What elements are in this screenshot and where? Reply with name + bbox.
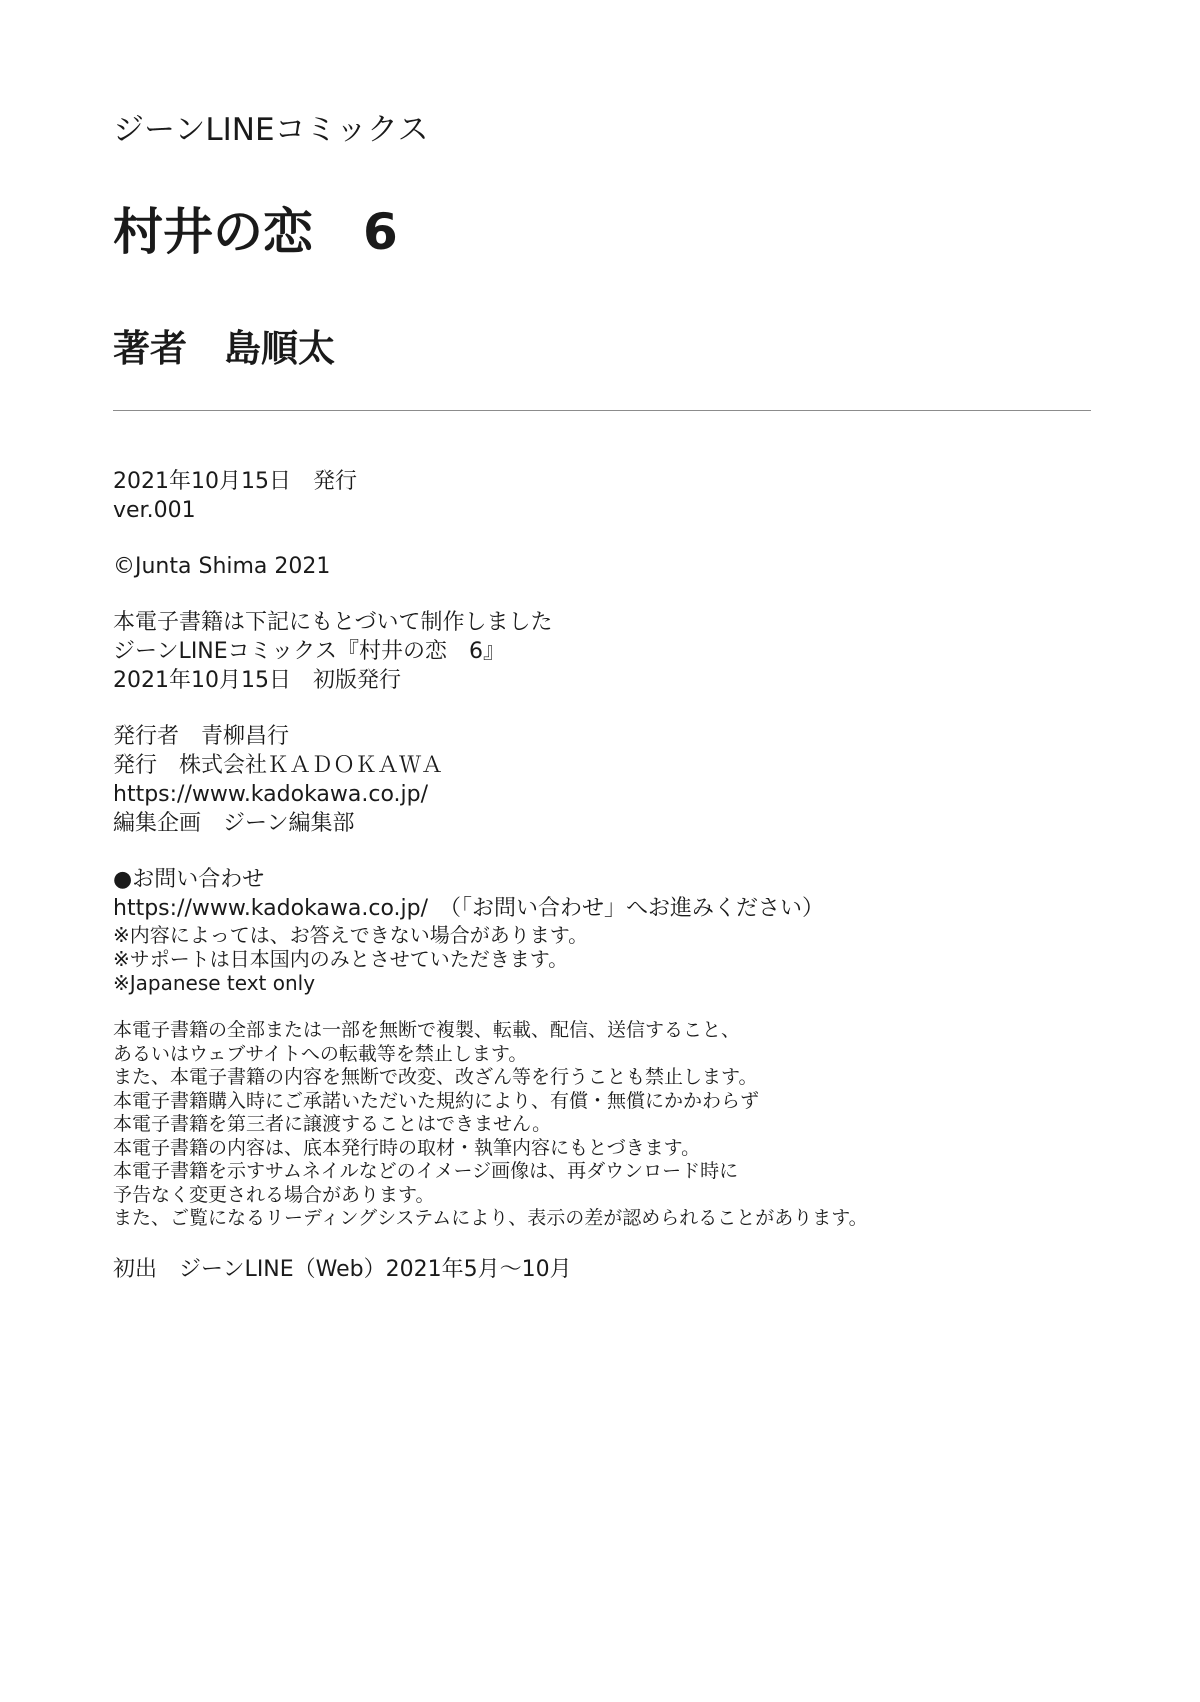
legal-line: 本電子書籍の内容は、底本発行時の取材・執筆内容にもとづきます。 — [113, 1136, 701, 1159]
legal-notice — [113, 1019, 1093, 1231]
editorial-department: 編集企画 ジーン編集部 — [113, 811, 355, 836]
inquiry-notes — [113, 923, 1093, 995]
legal-line: 予告なく変更される場合があります。 — [113, 1183, 435, 1206]
version-label: ver.001 — [113, 498, 196, 523]
legal-line: また、ご覧になるリーディングシステムにより、表示の差が認められることがあります。 — [113, 1207, 868, 1229]
author-credit: 著者 島順太 — [113, 327, 335, 370]
inquiry-url: https://www.kadokawa.co.jp/ （「お問い合わせ」へお進みください） — [113, 896, 825, 921]
book-title: 村井の恋 6 — [113, 203, 398, 261]
publication-info — [113, 467, 1093, 525]
first-appearance-block — [113, 1255, 1093, 1284]
source-edition-line: 本電子書籍は下記にもとづいて制作しました — [113, 610, 553, 635]
inquiry-note: ※Japanese text only — [113, 971, 316, 995]
first-appearance: 初出 ジーンLINE（Web）2021年5月〜10月 — [113, 1256, 572, 1282]
copyright-block — [113, 552, 1093, 581]
publication-date: 2021年10月15日 発行 — [113, 469, 357, 494]
legal-line: 本電子書籍を示すサムネイルなどのイメージ画像は、再ダウンロード時に — [113, 1160, 739, 1182]
legal-line: あるいはウェブサイトへの転載等を禁止します。 — [113, 1042, 528, 1065]
source-edition-block — [113, 608, 1093, 695]
source-edition-line: ジーンLINEコミックス『村井の恋 6』 — [113, 639, 506, 664]
legal-line: 本電子書籍を第三者に譲渡することはできません。 — [113, 1113, 552, 1135]
inquiry-note: ※内容によっては、お答えできない場合があります。 — [113, 923, 589, 947]
copyright-notice: ©Junta Shima 2021 — [113, 554, 331, 579]
publisher-person: 発行者 青柳昌行 — [113, 724, 290, 749]
publisher-company: 発行 株式会社ＫＡＤＯＫＡＷＡ — [113, 753, 444, 778]
publisher-url: https://www.kadokawa.co.jp/ — [113, 782, 429, 807]
legal-line: また、本電子書籍の内容を無断で改変、改ざん等を行うことも禁止します。 — [113, 1066, 758, 1088]
inquiry-note: ※サポートは日本国内のみとさせていただきます。 — [113, 947, 569, 971]
inquiry-block — [113, 865, 1093, 923]
legal-line: 本電子書籍購入時にご承諾いただいた規約により、有償・無償にかかわらず — [113, 1089, 760, 1112]
divider — [113, 410, 1091, 411]
publisher-block — [113, 722, 1093, 838]
colophon — [113, 110, 1093, 1284]
source-edition-line: 2021年10月15日 初版発行 — [113, 668, 401, 693]
inquiry-heading: ●お問い合わせ — [113, 867, 265, 892]
legal-line: 本電子書籍の全部または一部を無断で複製、転載、配信、送信すること、 — [113, 1019, 741, 1041]
imprint-label: ジーンLINEコミックス — [113, 112, 429, 148]
